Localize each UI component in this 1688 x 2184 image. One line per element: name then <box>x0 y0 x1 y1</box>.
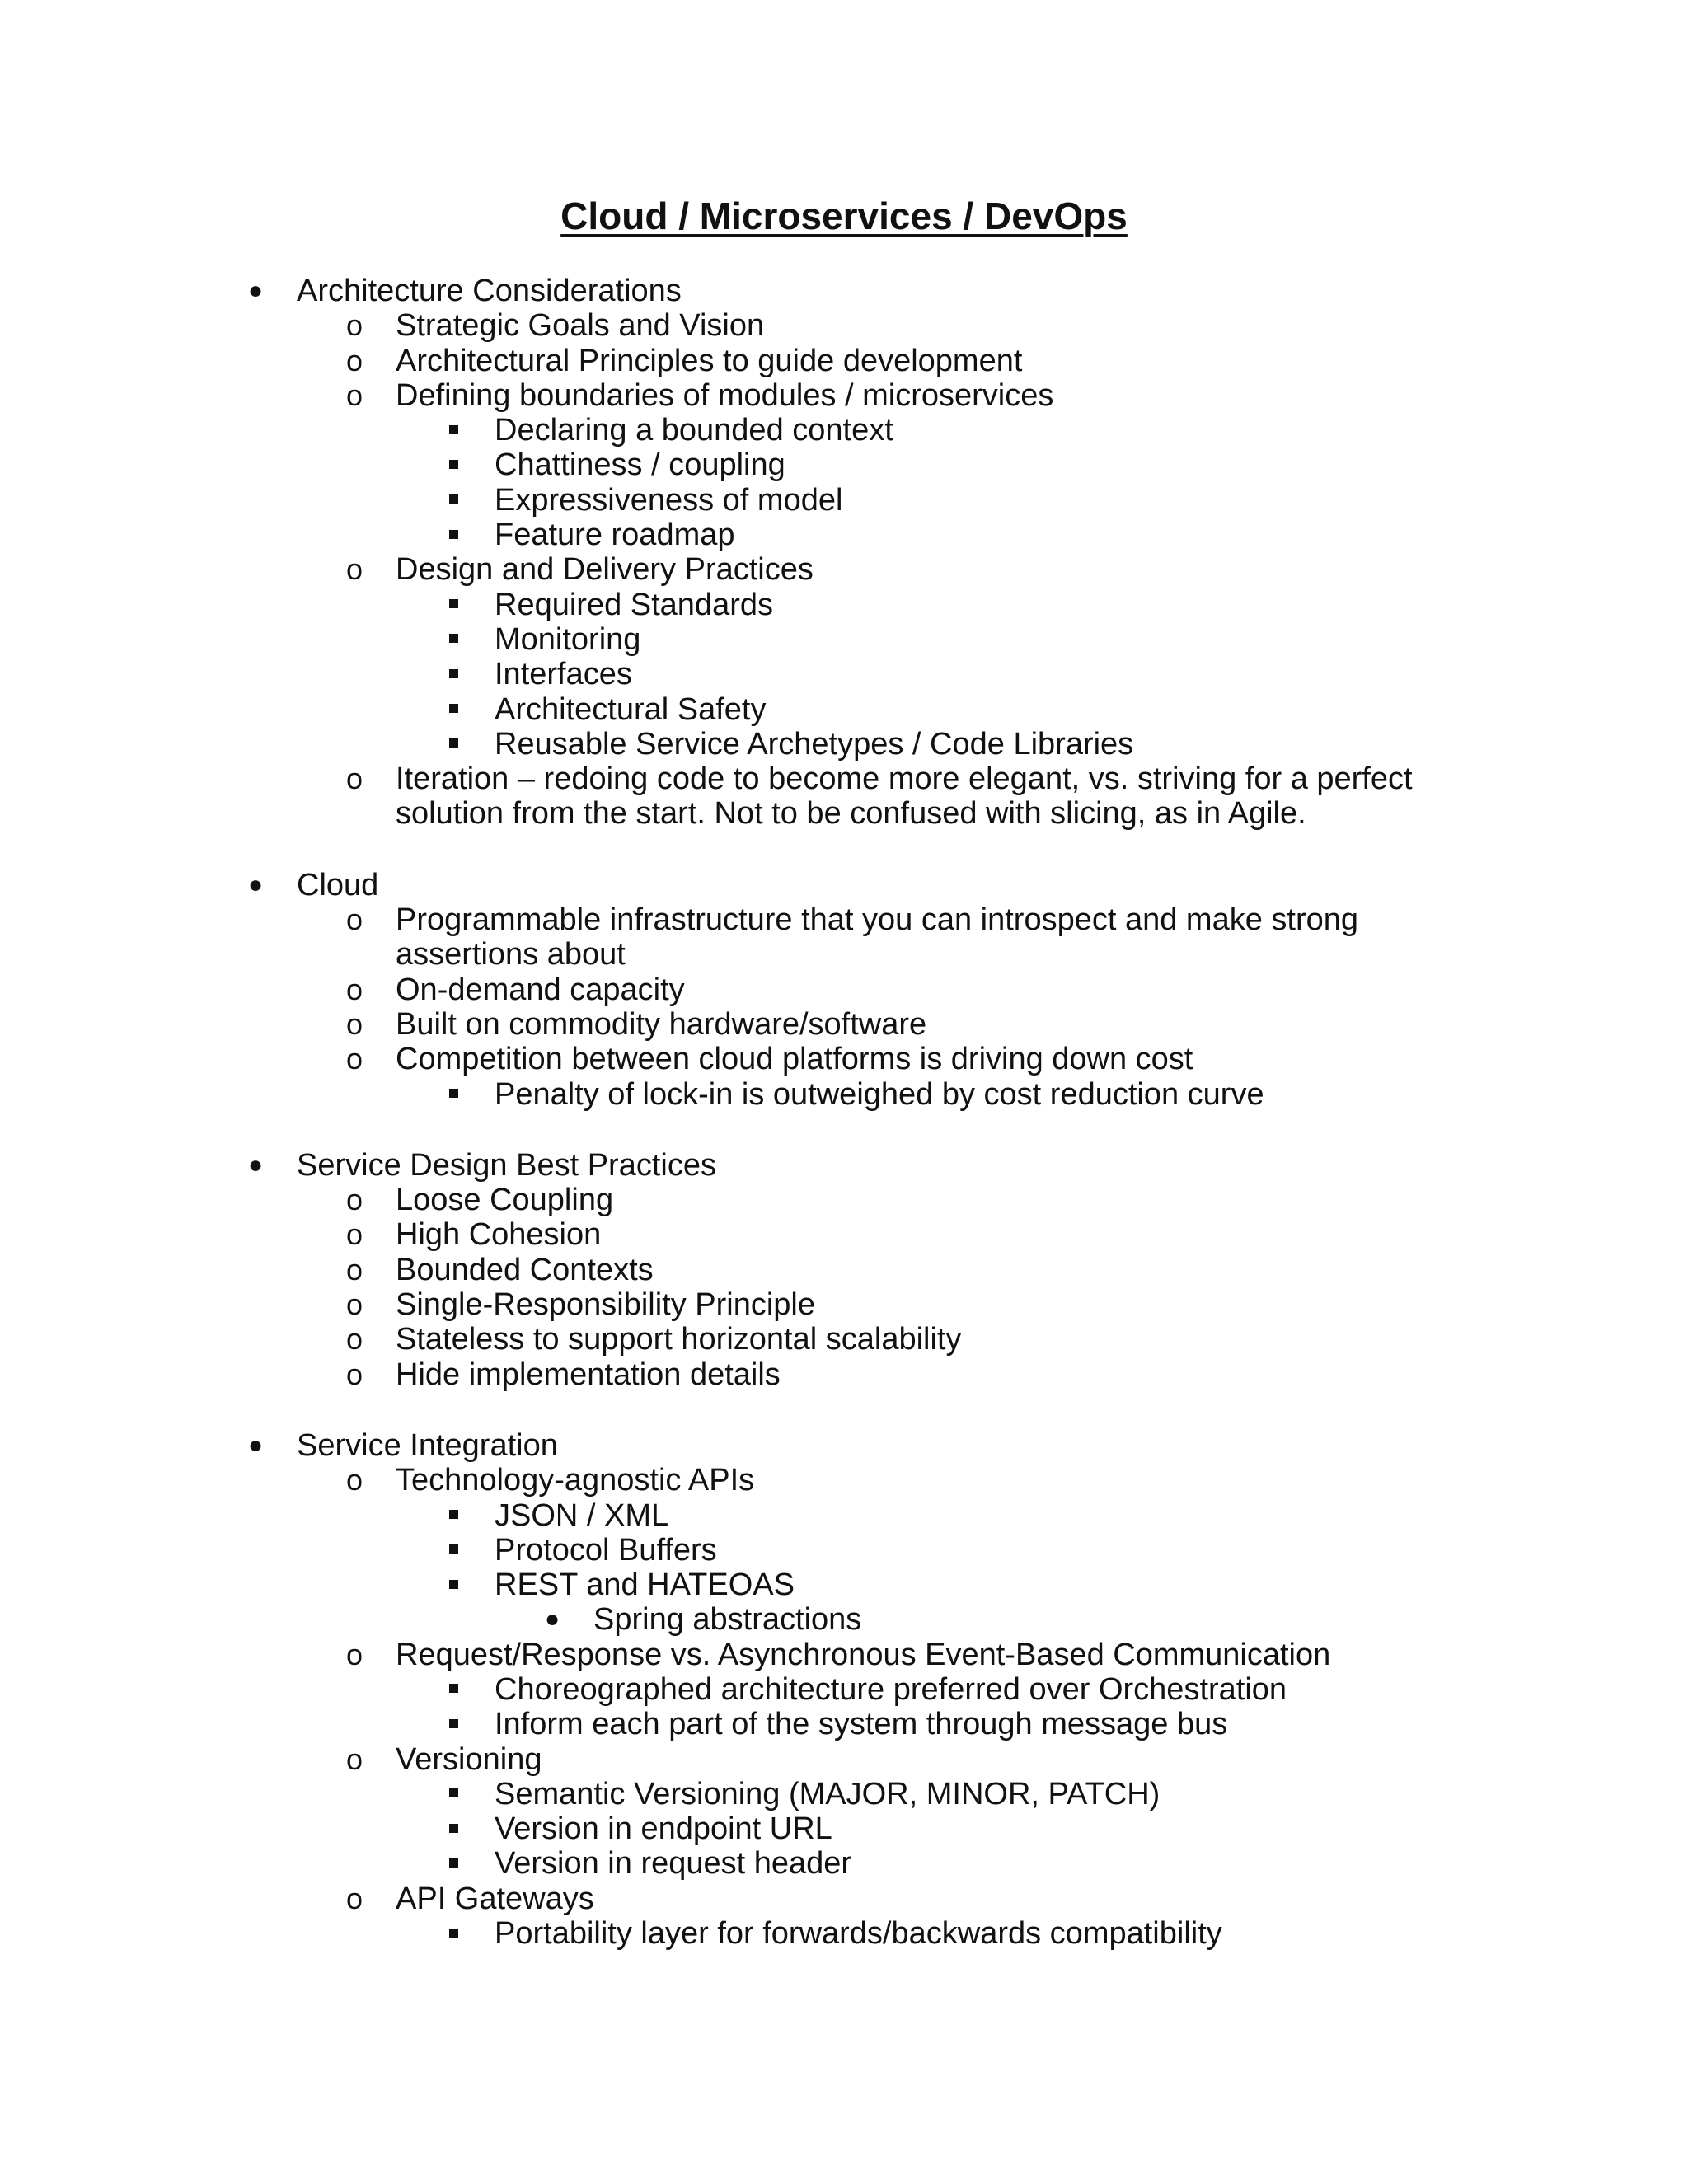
bullet-dot-icon: ● <box>544 1605 560 1633</box>
section-service-design <box>0 1148 1688 1392</box>
section-heading: Architecture Considerations <box>297 274 682 308</box>
list-item: Architectural Safety <box>0 692 1688 727</box>
list-item: Protocol Buffers <box>0 1533 1688 1568</box>
list-item <box>0 274 1688 308</box>
bullet-circle-icon: o <box>345 552 363 587</box>
list-item: Version in endpoint URL <box>0 1811 1688 1846</box>
bullet-circle-icon: o <box>345 1322 363 1357</box>
list-item: JSON / XML <box>0 1498 1688 1533</box>
list-item: o Design and Delivery Practices <box>0 552 1688 587</box>
bullet-circle-icon: o <box>345 1006 363 1041</box>
bullet-square-icon <box>437 1672 470 1707</box>
bullet-circle-icon: o <box>345 308 363 343</box>
bullet-square-icon <box>437 692 470 727</box>
bullet-dot-icon: ● <box>247 1151 264 1179</box>
bullet-square-icon <box>437 1916 470 1951</box>
bullet-square-icon <box>437 1498 470 1533</box>
bullet-square-icon <box>437 1846 470 1881</box>
list-item: Interfaces <box>0 657 1688 691</box>
list-item: Reusable Service Archetypes / Code Libraries <box>0 727 1688 762</box>
list-item: ● Spring abstractions <box>0 1602 1688 1637</box>
list-item: Feature roadmap <box>0 518 1688 552</box>
list-item: o API Gateways <box>0 1882 1688 1916</box>
outline <box>0 274 1688 1987</box>
bullet-dot-icon: ● <box>247 277 264 304</box>
list-item: Penalty of lock-in is outweighed by cost reduction curve <box>0 1077 1688 1112</box>
list-item: Inform each part of the system through message bus <box>0 1707 1688 1741</box>
bullet-circle-icon: o <box>345 1357 363 1391</box>
bullet-square-icon <box>437 1707 470 1741</box>
list-item: REST and HATEOAS <box>0 1568 1688 1602</box>
section-architecture <box>0 274 1688 832</box>
bullet-circle-icon: o <box>345 1252 363 1286</box>
list-item: Required Standards <box>0 588 1688 622</box>
list-item <box>0 1428 1688 1463</box>
list-item-continuation: assertions about <box>396 937 626 972</box>
bullet-square-icon <box>437 518 470 552</box>
list-item: o Loose Coupling <box>0 1183 1688 1217</box>
list-item: Monitoring <box>0 622 1688 657</box>
section-heading: Service Design Best Practices <box>297 1147 716 1183</box>
bullet-circle-icon: o <box>345 1287 363 1322</box>
bullet-square-icon <box>437 622 470 657</box>
bullet-circle-icon: o <box>345 1881 363 1915</box>
list-item: o Competition between cloud platforms is driving down cost <box>0 1042 1688 1076</box>
list-item: Choreographed architecture preferred over Orchestration <box>0 1672 1688 1707</box>
bullet-circle-icon: o <box>345 1042 363 1076</box>
bullet-square-icon <box>437 483 470 518</box>
bullet-square-icon <box>437 448 470 482</box>
bullet-square-icon <box>437 1777 470 1811</box>
list-item <box>0 868 1688 902</box>
list-item: o Hide implementation details <box>0 1357 1688 1392</box>
list-item: o Strategic Goals and Vision <box>0 308 1688 343</box>
list-item: o On-demand capacity <box>0 972 1688 1007</box>
bullet-circle-icon: o <box>345 343 363 377</box>
section-cloud <box>0 868 1688 1112</box>
bullet-circle-icon: o <box>345 1217 363 1252</box>
bullet-circle-icon: o <box>345 1637 363 1671</box>
bullet-square-icon <box>437 1568 470 1602</box>
list-item: o Iteration – redoing code to become more elegant, vs. striving for a perfect <box>0 762 1688 796</box>
bullet-circle-icon: o <box>345 762 363 796</box>
list-item: o Architectural Principles to guide development <box>0 344 1688 378</box>
bullet-circle-icon: o <box>345 1463 363 1497</box>
bullet-circle-icon: o <box>345 1741 363 1776</box>
bullet-dot-icon: ● <box>247 870 264 898</box>
list-item: Expressiveness of model <box>0 483 1688 518</box>
bullet-square-icon <box>437 657 470 691</box>
page-title: Cloud / Microservices / DevOps <box>560 194 1128 237</box>
bullet-square-icon <box>437 727 470 762</box>
list-item: Chattiness / coupling <box>0 448 1688 482</box>
list-item: Semantic Versioning (MAJOR, MINOR, PATCH) <box>0 1777 1688 1811</box>
bullet-square-icon <box>437 1811 470 1846</box>
section-service-integration <box>0 1428 1688 1951</box>
list-item: o Built on commodity hardware/software <box>0 1007 1688 1042</box>
bullet-circle-icon: o <box>345 902 363 937</box>
bullet-dot-icon: ● <box>247 1431 264 1459</box>
list-item: o Versioning <box>0 1742 1688 1777</box>
list-item: o Single-Responsibility Principle <box>0 1287 1688 1322</box>
list-item: o Request/Response vs. Asynchronous Event-Based Communication <box>0 1638 1688 1672</box>
list-item: o High Cohesion <box>0 1217 1688 1252</box>
list-item: o Technology-agnostic APIs <box>0 1463 1688 1497</box>
list-item: Version in request header <box>0 1846 1688 1881</box>
section-heading: Service Integration <box>297 1427 558 1463</box>
section-heading: Cloud <box>297 867 379 902</box>
bullet-circle-icon: o <box>345 377 363 412</box>
bullet-square-icon <box>437 413 470 448</box>
list-item: o Defining boundaries of modules / microservices <box>0 378 1688 413</box>
list-item: Declaring a bounded context <box>0 413 1688 448</box>
bullet-circle-icon: o <box>345 1183 363 1217</box>
bullet-circle-icon: o <box>345 972 363 1006</box>
bullet-square-icon <box>437 1533 470 1568</box>
bullet-square-icon <box>437 1077 470 1112</box>
list-item: Portability layer for forwards/backwards compatibility <box>0 1916 1688 1951</box>
list-item: o Stateless to support horizontal scalability <box>0 1322 1688 1357</box>
bullet-square-icon <box>437 588 470 622</box>
list-item: o Programmable infrastructure that you can introspect and make strong <box>0 902 1688 937</box>
list-item: o Bounded Contexts <box>0 1253 1688 1287</box>
list-item-continuation: solution from the start. Not to be confused with slicing, as in Agile. <box>396 796 1306 832</box>
list-item <box>0 1148 1688 1183</box>
